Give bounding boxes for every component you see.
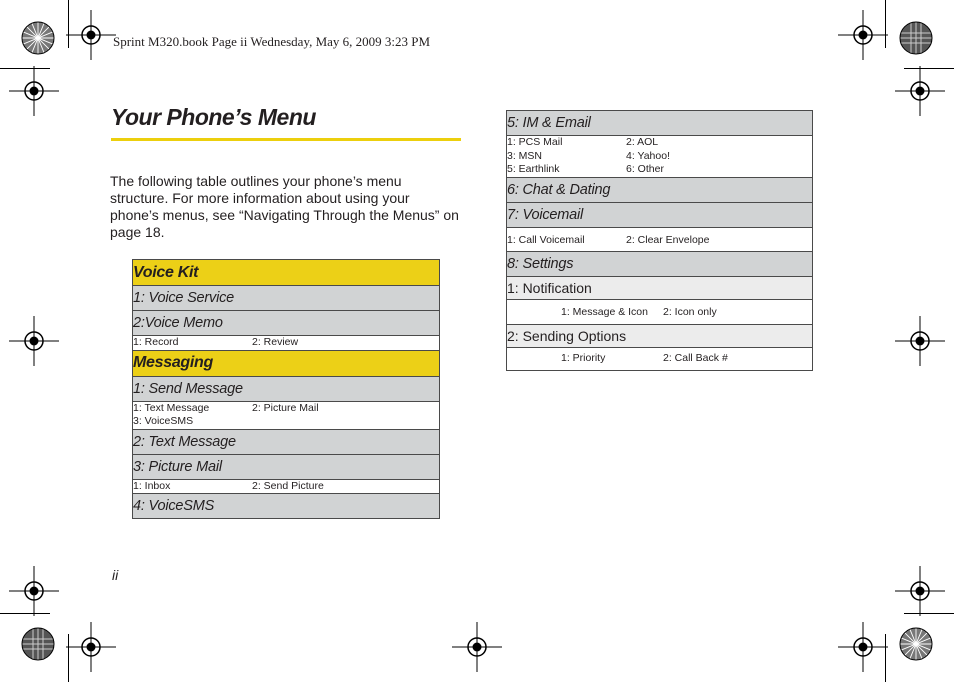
registration-mark-icon bbox=[452, 622, 502, 672]
menu-item: 3: MSN bbox=[507, 149, 543, 162]
menu-item: 1: Call Voicemail bbox=[507, 233, 585, 246]
registration-mark-icon bbox=[895, 316, 945, 366]
submenu-picture-mail: 3: Picture Mail bbox=[133, 454, 440, 479]
registration-mark-icon bbox=[895, 566, 945, 616]
submenu-voice-memo: 2:Voice Memo bbox=[133, 311, 440, 336]
submenu-row bbox=[133, 376, 440, 401]
menu-table-left bbox=[132, 259, 440, 519]
category-voice-kit: Voice Kit bbox=[133, 260, 440, 286]
items-row bbox=[507, 347, 813, 371]
page-title: Your Phone’s Menu bbox=[111, 104, 316, 130]
submenu-voice-service: 1: Voice Service bbox=[133, 286, 440, 311]
title-rule bbox=[111, 138, 461, 141]
submenu-level2-row bbox=[507, 324, 813, 347]
registration-mark-icon bbox=[66, 622, 116, 672]
menu-item: 2: Call Back # bbox=[663, 351, 728, 364]
menu-item: 2: Send Picture bbox=[252, 479, 324, 492]
menu-item: 1: Record bbox=[133, 336, 179, 348]
registration-mark-icon bbox=[838, 10, 888, 60]
submenu-chat-dating: 6: Chat & Dating bbox=[507, 177, 813, 202]
menu-item: 2: AOL bbox=[626, 136, 659, 148]
items-row bbox=[507, 227, 813, 252]
submenu-settings: 8: Settings bbox=[507, 252, 813, 277]
items-row bbox=[133, 401, 440, 429]
submenu-row bbox=[507, 252, 813, 277]
submenu-send-message: 1: Send Message bbox=[133, 376, 440, 401]
color-target-icon bbox=[899, 627, 933, 661]
menu-item: 4: Yahoo! bbox=[626, 149, 670, 162]
submenu-row bbox=[507, 111, 813, 136]
color-target-icon bbox=[21, 627, 55, 661]
items-row bbox=[507, 300, 813, 325]
category-messaging: Messaging bbox=[133, 350, 440, 376]
registration-mark-icon bbox=[9, 66, 59, 116]
submenu-notification: 1: Notification bbox=[507, 277, 813, 300]
registration-mark-icon bbox=[9, 566, 59, 616]
submenu-voicemail: 7: Voicemail bbox=[507, 202, 813, 227]
submenu-level2-row bbox=[507, 277, 813, 300]
submenu-row bbox=[507, 177, 813, 202]
menu-item: 3: VoiceSMS bbox=[133, 415, 194, 427]
registration-mark-icon bbox=[838, 622, 888, 672]
items-row bbox=[133, 336, 440, 351]
menu-item: 2: Clear Envelope bbox=[626, 233, 710, 246]
submenu-im-email: 5: IM & Email bbox=[507, 111, 813, 136]
items-row bbox=[133, 479, 440, 494]
menu-item: 1: Priority bbox=[561, 351, 606, 364]
menu-table-right bbox=[506, 110, 813, 371]
submenu-row bbox=[133, 494, 440, 519]
registration-mark-icon bbox=[66, 10, 116, 60]
menu-item: 2: Review bbox=[252, 336, 299, 348]
submenu-row bbox=[133, 286, 440, 311]
submenu-row bbox=[507, 202, 813, 227]
submenu-text-message: 2: Text Message bbox=[133, 429, 440, 454]
category-row bbox=[133, 350, 440, 376]
menu-item: 1: PCS Mail bbox=[507, 136, 563, 148]
menu-item: 1: Message & Icon bbox=[561, 306, 648, 318]
registration-mark-icon bbox=[895, 66, 945, 116]
submenu-row bbox=[133, 454, 440, 479]
submenu-voicesms: 4: VoiceSMS bbox=[133, 494, 440, 519]
items-row bbox=[507, 136, 813, 178]
category-row bbox=[133, 260, 440, 286]
submenu-sending-options: 2: Sending Options bbox=[507, 324, 813, 347]
menu-item: 1: Text Message bbox=[133, 401, 210, 414]
menu-item: 1: Inbox bbox=[133, 479, 171, 492]
color-target-icon bbox=[899, 21, 933, 55]
color-target-icon bbox=[21, 21, 55, 55]
intro-paragraph: The following table outlines your phone’s menu structure. For more information about using your phone’s menus, see “Navigating Through the Menus” on page 18. bbox=[110, 173, 459, 240]
submenu-row bbox=[133, 429, 440, 454]
registration-mark-icon bbox=[9, 316, 59, 366]
submenu-row bbox=[133, 311, 440, 336]
menu-item: 5: Earthlink bbox=[507, 163, 560, 175]
print-header: Sprint M320.book Page ii Wednesday, May 6, 2009 3:23 PM bbox=[113, 34, 431, 49]
menu-item: 2: Picture Mail bbox=[252, 401, 319, 414]
menu-item: 6: Other bbox=[626, 163, 664, 175]
page-number: ii bbox=[112, 567, 119, 583]
menu-item: 2: Icon only bbox=[663, 306, 717, 318]
